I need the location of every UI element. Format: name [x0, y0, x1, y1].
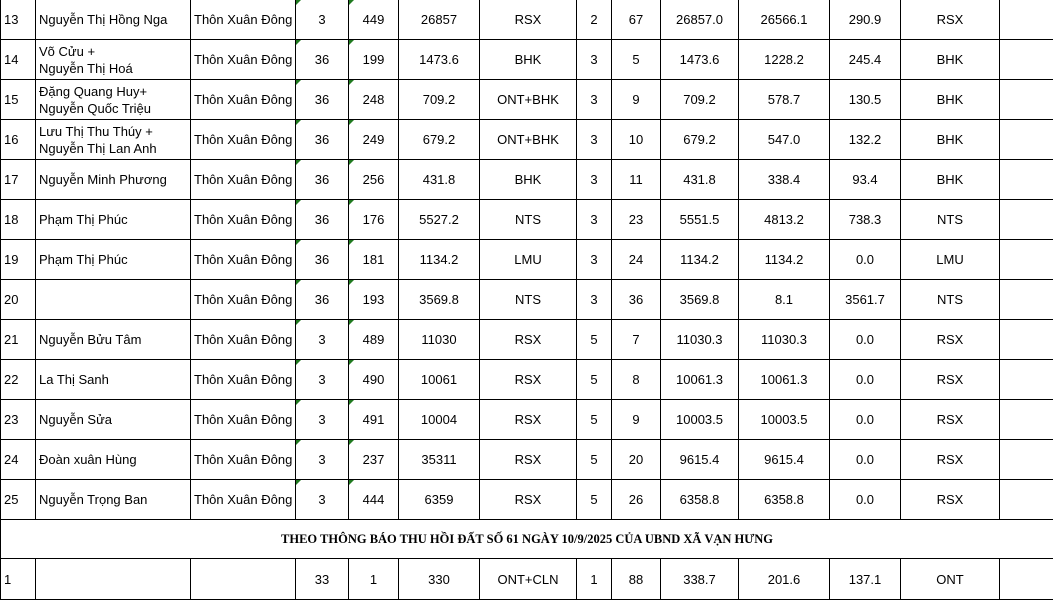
- cell-c7[interactable]: 26857.0: [661, 0, 739, 40]
- cell-thon[interactable]: Thôn Xuân Đông: [191, 320, 296, 360]
- table-body: [1, 0, 1053, 520]
- cell-c8[interactable]: 8.1: [739, 280, 830, 320]
- cell-c5[interactable]: 2: [577, 0, 612, 40]
- cell-stt[interactable]: 23: [1, 400, 36, 440]
- cell-c1[interactable]: 36: [296, 280, 349, 320]
- cell-thon[interactable]: Thôn Xuân Đông: [191, 280, 296, 320]
- cell-c5[interactable]: 3: [577, 200, 612, 240]
- cell-c9[interactable]: 0.0: [830, 400, 901, 440]
- cell-empty[interactable]: [1000, 160, 1053, 200]
- name-line: Võ Cửu +: [39, 43, 96, 59]
- cell-c2[interactable]: 193: [349, 280, 399, 320]
- cell-c10[interactable]: BHK: [901, 160, 1000, 200]
- cell-c7[interactable]: 679.2: [661, 120, 739, 160]
- cell-c1[interactable]: 36: [296, 240, 349, 280]
- cell-c4[interactable]: RSX: [480, 400, 577, 440]
- cell-c8[interactable]: 201.6: [739, 559, 830, 600]
- cell-name[interactable]: [36, 280, 191, 320]
- cell-empty[interactable]: [1000, 80, 1053, 120]
- cell-c9[interactable]: 245.4: [830, 40, 901, 80]
- cell-c2[interactable]: 449: [349, 0, 399, 40]
- name-line: Nguyễn Quốc Triệu: [39, 100, 152, 116]
- cell-c10[interactable]: ONT: [901, 559, 1000, 600]
- cell-c6[interactable]: 23: [612, 200, 661, 240]
- table-row: [1, 40, 1053, 80]
- cell-empty[interactable]: [1000, 0, 1053, 40]
- cell-c1[interactable]: 36: [296, 40, 349, 80]
- cell-c2[interactable]: 444: [349, 480, 399, 520]
- cell-c6[interactable]: 88: [612, 559, 661, 600]
- cell-c2[interactable]: 181: [349, 240, 399, 280]
- cell-stt[interactable]: 25: [1, 480, 36, 520]
- cell-name[interactable]: [36, 360, 191, 400]
- cell-c1[interactable]: 3: [296, 480, 349, 520]
- cell-c2[interactable]: 490: [349, 360, 399, 400]
- cell-c5[interactable]: 3: [577, 120, 612, 160]
- table-row: [1, 480, 1053, 520]
- cell-c4[interactable]: ONT+BHK: [480, 120, 577, 160]
- cell-c1[interactable]: 3: [296, 0, 349, 40]
- cell-thon[interactable]: Thôn Xuân Đông: [191, 80, 296, 120]
- cell-c3[interactable]: 431.8: [399, 160, 480, 200]
- cell-c5[interactable]: 3: [577, 280, 612, 320]
- cell-c10[interactable]: NTS: [901, 200, 1000, 240]
- cell-empty[interactable]: [1000, 120, 1053, 160]
- name-line: Nguyễn Minh Phương: [39, 172, 167, 187]
- cell-c3[interactable]: 10004: [399, 400, 480, 440]
- cell-c2[interactable]: 1: [349, 559, 399, 600]
- cell-c3[interactable]: 1134.2: [399, 240, 480, 280]
- cell-thon[interactable]: Thôn Xuân Đông: [191, 400, 296, 440]
- cell-c7[interactable]: 5551.5: [661, 200, 739, 240]
- cell-thon[interactable]: [191, 559, 296, 600]
- name-line: La Thị Sanh: [39, 372, 109, 387]
- cell-c9[interactable]: 3561.7: [830, 280, 901, 320]
- cell-c1[interactable]: 3: [296, 400, 349, 440]
- cell-c6[interactable]: 7: [612, 320, 661, 360]
- cell-c6[interactable]: 67: [612, 0, 661, 40]
- cell-c7[interactable]: 1473.6: [661, 40, 739, 80]
- cell-empty[interactable]: [1000, 200, 1053, 240]
- cell-c5[interactable]: 5: [577, 400, 612, 440]
- table-row: [1, 80, 1053, 120]
- cell-c10[interactable]: RSX: [901, 320, 1000, 360]
- cell-c1[interactable]: 36: [296, 160, 349, 200]
- cell-empty[interactable]: [1000, 559, 1053, 600]
- cell-c8[interactable]: 4813.2: [739, 200, 830, 240]
- cell-thon[interactable]: Thôn Xuân Đông: [191, 360, 296, 400]
- cell-c1[interactable]: 3: [296, 360, 349, 400]
- cell-thon[interactable]: Thôn Xuân Đông: [191, 0, 296, 40]
- cell-name[interactable]: [36, 240, 191, 280]
- cell-stt[interactable]: 19: [1, 240, 36, 280]
- name-line: Nguyễn Thị Lan Anh: [39, 140, 157, 156]
- table-row: [1, 160, 1053, 200]
- name-line: Phạm Thị Phúc: [39, 252, 128, 267]
- cell-c6[interactable]: 8: [612, 360, 661, 400]
- cell-c8[interactable]: 1134.2: [739, 240, 830, 280]
- cell-c9[interactable]: 0.0: [830, 440, 901, 480]
- cell-empty[interactable]: [1000, 320, 1053, 360]
- cell-c9[interactable]: 290.9: [830, 0, 901, 40]
- cell-c2[interactable]: 199: [349, 40, 399, 80]
- name-line: Nguyễn Trọng Ban: [39, 492, 148, 507]
- cell-c2[interactable]: 237: [349, 440, 399, 480]
- cell-c3[interactable]: 709.2: [399, 80, 480, 120]
- cell-c3[interactable]: 35311: [399, 440, 480, 480]
- cell-c3[interactable]: 1473.6: [399, 40, 480, 80]
- cell-stt[interactable]: 16: [1, 120, 36, 160]
- name-line: Nguyễn Bửu Tâm: [39, 332, 142, 347]
- cell-c2[interactable]: 489: [349, 320, 399, 360]
- cell-name[interactable]: [36, 440, 191, 480]
- cell-stt[interactable]: 13: [1, 0, 36, 40]
- cell-c3[interactable]: 330: [399, 559, 480, 600]
- cell-c10[interactable]: RSX: [901, 0, 1000, 40]
- cell-c3[interactable]: 6359: [399, 480, 480, 520]
- cell-c3[interactable]: 679.2: [399, 120, 480, 160]
- cell-c4[interactable]: RSX: [480, 480, 577, 520]
- table-row: [1, 280, 1053, 320]
- cell-c7[interactable]: 11030.3: [661, 320, 739, 360]
- cell-c7[interactable]: 6358.8: [661, 480, 739, 520]
- cell-thon[interactable]: Thôn Xuân Đông: [191, 200, 296, 240]
- cell-c6[interactable]: 10: [612, 120, 661, 160]
- cell-c9[interactable]: 0.0: [830, 480, 901, 520]
- cell-c8[interactable]: 11030.3: [739, 320, 830, 360]
- cell-empty[interactable]: [1000, 240, 1053, 280]
- cell-empty[interactable]: [1000, 360, 1053, 400]
- cell-c3[interactable]: 11030: [399, 320, 480, 360]
- cell-name[interactable]: [36, 200, 191, 240]
- cell-c2[interactable]: 249: [349, 120, 399, 160]
- cell-empty[interactable]: [1000, 280, 1053, 320]
- cell-empty[interactable]: [1000, 400, 1053, 440]
- section-header-cell[interactable]: THEO THÔNG BÁO THU HỒI ĐẤT SỐ 61 NGÀY 10/9/2025 CỦA UBND XÃ VẠN HƯNG: [1, 520, 1053, 559]
- cell-c10[interactable]: LMU: [901, 240, 1000, 280]
- cell-c7[interactable]: 10003.5: [661, 400, 739, 440]
- table-row: [1, 440, 1053, 480]
- cell-c4[interactable]: ONT+BHK: [480, 80, 577, 120]
- table-row: [1, 0, 1053, 40]
- cell-c4[interactable]: RSX: [480, 320, 577, 360]
- cell-c10[interactable]: RSX: [901, 440, 1000, 480]
- cell-c1[interactable]: 3: [296, 320, 349, 360]
- cell-c5[interactable]: 5: [577, 440, 612, 480]
- cell-c7[interactable]: 10061.3: [661, 360, 739, 400]
- cell-c9[interactable]: 137.1: [830, 559, 901, 600]
- cell-empty[interactable]: [1000, 480, 1053, 520]
- cell-c3[interactable]: 10061: [399, 360, 480, 400]
- cell-c4[interactable]: LMU: [480, 240, 577, 280]
- cell-c1[interactable]: 3: [296, 440, 349, 480]
- cell-c4[interactable]: BHK: [480, 40, 577, 80]
- cell-c1[interactable]: 36: [296, 80, 349, 120]
- section-header-row: [1, 520, 1053, 559]
- cell-c3[interactable]: 3569.8: [399, 280, 480, 320]
- cell-stt[interactable]: 21: [1, 320, 36, 360]
- table-row: [1, 559, 1053, 600]
- table-row: [1, 240, 1053, 280]
- cell-c7[interactable]: 431.8: [661, 160, 739, 200]
- cell-c8[interactable]: 10003.5: [739, 400, 830, 440]
- cell-c4[interactable]: RSX: [480, 360, 577, 400]
- cell-c6[interactable]: 9: [612, 400, 661, 440]
- cell-c4[interactable]: NTS: [480, 280, 577, 320]
- cell-c9[interactable]: 738.3: [830, 200, 901, 240]
- cell-stt[interactable]: 14: [1, 40, 36, 80]
- cell-c8[interactable]: 10061.3: [739, 360, 830, 400]
- cell-c10[interactable]: BHK: [901, 80, 1000, 120]
- cell-c1[interactable]: 36: [296, 120, 349, 160]
- cell-stt[interactable]: 18: [1, 200, 36, 240]
- cell-c6[interactable]: 36: [612, 280, 661, 320]
- cell-c9[interactable]: 130.5: [830, 80, 901, 120]
- cell-thon[interactable]: Thôn Xuân Đông: [191, 120, 296, 160]
- cell-c2[interactable]: 248: [349, 80, 399, 120]
- name-line: Đoàn xuân Hùng: [39, 452, 137, 467]
- cell-c6[interactable]: 20: [612, 440, 661, 480]
- cell-stt[interactable]: 17: [1, 160, 36, 200]
- cell-c1[interactable]: 36: [296, 200, 349, 240]
- cell-c9[interactable]: 0.0: [830, 320, 901, 360]
- cell-c5[interactable]: 1: [577, 559, 612, 600]
- name-line: Đặng Quang Huy+: [39, 83, 148, 99]
- cell-c7[interactable]: 3569.8: [661, 280, 739, 320]
- cell-c7[interactable]: 338.7: [661, 559, 739, 600]
- cell-thon[interactable]: Thôn Xuân Đông: [191, 480, 296, 520]
- table-row: [1, 200, 1053, 240]
- table-row: [1, 360, 1053, 400]
- cell-thon[interactable]: Thôn Xuân Đông: [191, 440, 296, 480]
- cell-name[interactable]: [36, 0, 191, 40]
- cell-c9[interactable]: 132.2: [830, 120, 901, 160]
- cell-thon[interactable]: Thôn Xuân Đông: [191, 40, 296, 80]
- cell-c5[interactable]: 5: [577, 320, 612, 360]
- name-line: Phạm Thị Phúc: [39, 212, 128, 227]
- name-line: Lưu Thị Thu Thúy +: [39, 123, 153, 139]
- cell-c5[interactable]: 5: [577, 360, 612, 400]
- cell-stt[interactable]: 24: [1, 440, 36, 480]
- cell-c5[interactable]: 5: [577, 480, 612, 520]
- cell-empty[interactable]: [1000, 440, 1053, 480]
- cell-c2[interactable]: 491: [349, 400, 399, 440]
- cell-c2[interactable]: 256: [349, 160, 399, 200]
- cell-name[interactable]: [36, 120, 191, 160]
- cell-c10[interactable]: RSX: [901, 480, 1000, 520]
- cell-c5[interactable]: 3: [577, 80, 612, 120]
- cell-c10[interactable]: NTS: [901, 280, 1000, 320]
- cell-c6[interactable]: 5: [612, 40, 661, 80]
- cell-c7[interactable]: 1134.2: [661, 240, 739, 280]
- cell-c3[interactable]: 26857: [399, 0, 480, 40]
- cell-empty[interactable]: [1000, 40, 1053, 80]
- table-row: [1, 400, 1053, 440]
- cell-c9[interactable]: 0.0: [830, 240, 901, 280]
- cell-c8[interactable]: 578.7: [739, 80, 830, 120]
- cell-c10[interactable]: RSX: [901, 400, 1000, 440]
- cell-c4[interactable]: NTS: [480, 200, 577, 240]
- cell-c8[interactable]: 547.0: [739, 120, 830, 160]
- cell-c7[interactable]: 709.2: [661, 80, 739, 120]
- cell-stt[interactable]: 15: [1, 80, 36, 120]
- cell-name[interactable]: [36, 559, 191, 600]
- table-row: [1, 320, 1053, 360]
- cell-c6[interactable]: 26: [612, 480, 661, 520]
- cell-c6[interactable]: 9: [612, 80, 661, 120]
- cell-thon[interactable]: Thôn Xuân Đông: [191, 160, 296, 200]
- cell-c10[interactable]: RSX: [901, 360, 1000, 400]
- cell-c1[interactable]: 33: [296, 559, 349, 600]
- cell-c8[interactable]: 338.4: [739, 160, 830, 200]
- cell-c10[interactable]: BHK: [901, 40, 1000, 80]
- cell-name[interactable]: [36, 80, 191, 120]
- cell-c4[interactable]: RSX: [480, 0, 577, 40]
- cell-name[interactable]: [36, 160, 191, 200]
- cell-c9[interactable]: 0.0: [830, 360, 901, 400]
- table-row: [1, 120, 1053, 160]
- cell-c5[interactable]: 3: [577, 240, 612, 280]
- cell-c8[interactable]: 9615.4: [739, 440, 830, 480]
- cell-c4[interactable]: ONT+CLN: [480, 559, 577, 600]
- cell-c8[interactable]: 1228.2: [739, 40, 830, 80]
- cell-thon[interactable]: Thôn Xuân Đông: [191, 240, 296, 280]
- cell-c4[interactable]: RSX: [480, 440, 577, 480]
- cell-c8[interactable]: 6358.8: [739, 480, 830, 520]
- cell-c10[interactable]: BHK: [901, 120, 1000, 160]
- cell-stt[interactable]: 22: [1, 360, 36, 400]
- cell-c4[interactable]: BHK: [480, 160, 577, 200]
- cell-name[interactable]: [36, 320, 191, 360]
- cell-c5[interactable]: 3: [577, 40, 612, 80]
- cell-c3[interactable]: 5527.2: [399, 200, 480, 240]
- cell-stt[interactable]: 20: [1, 280, 36, 320]
- cell-name[interactable]: [36, 400, 191, 440]
- cell-stt[interactable]: 1: [1, 559, 36, 600]
- cell-c6[interactable]: 11: [612, 160, 661, 200]
- cell-c2[interactable]: 176: [349, 200, 399, 240]
- cell-name[interactable]: [36, 40, 191, 80]
- cell-c8[interactable]: 26566.1: [739, 0, 830, 40]
- name-line: Nguyễn Sửa: [39, 412, 113, 427]
- cell-c5[interactable]: 3: [577, 160, 612, 200]
- name-line: Nguyễn Thị Hoá: [39, 60, 133, 76]
- cell-name[interactable]: [36, 480, 191, 520]
- cell-c9[interactable]: 93.4: [830, 160, 901, 200]
- cell-c6[interactable]: 24: [612, 240, 661, 280]
- name-line: Nguyễn Thị Hồng Nga: [39, 12, 168, 27]
- cell-c7[interactable]: 9615.4: [661, 440, 739, 480]
